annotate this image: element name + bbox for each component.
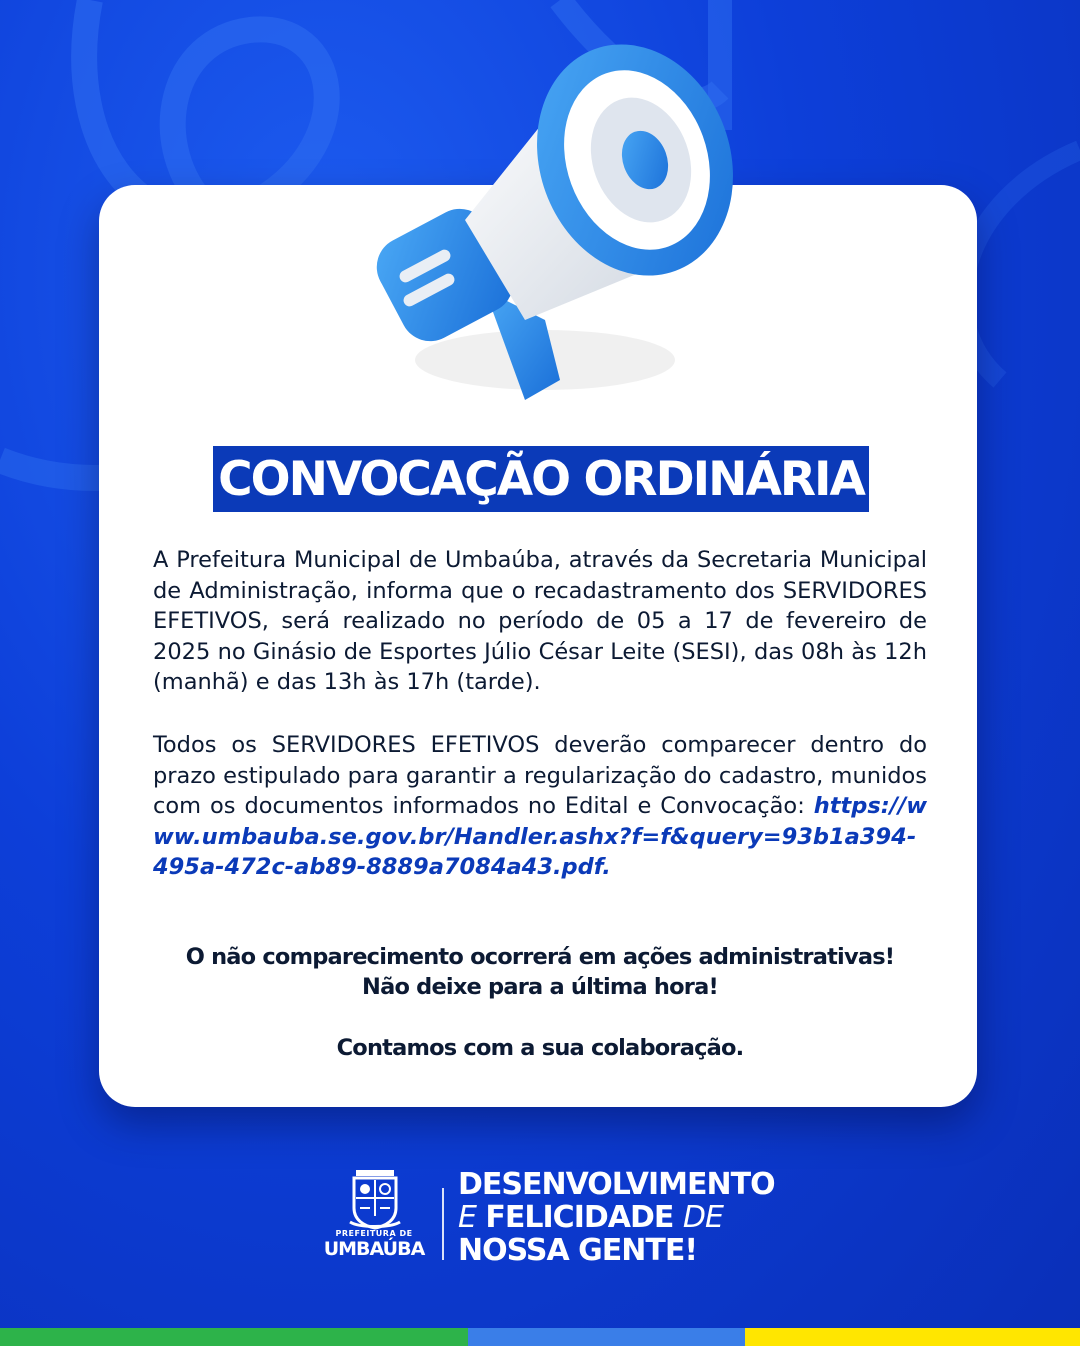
paragraph-recadastramento: A Prefeitura Municipal de Umbaúba, através da Secretaria Municipal de Administração, informa que o recadastramento dos SERVIDORES EFETIVOS, será realizado no período de 05 a 17 de fevereiro de 2025 no Ginásio de Esportes Júlio César Leite (SESI), das 08h às 12h (manhã) e das 13h às 17h (tarde).: [153, 547, 927, 695]
stripe-yellow: [745, 1328, 1080, 1346]
stripe-blue: [468, 1328, 745, 1346]
thanks-text: Contamos com a sua colaboração.: [336, 1035, 744, 1061]
edital-link[interactable]: https://www.umbauba.se.gov.br/Handler.ashx?f=f&query=93b1a394-495a-472c-ab89-8889a7084a43.pdf.: [153, 793, 928, 880]
color-stripes: [0, 1328, 1080, 1346]
slogan-line-3: NOSSA GENTE!: [458, 1233, 698, 1268]
megaphone-icon: [375, 20, 735, 420]
stripe-green: [0, 1328, 468, 1346]
page-title: CONVOCAÇÃO ORDINÁRIA: [218, 451, 864, 507]
warning-line-2: Não deixe para a última hora!: [362, 974, 718, 1000]
footer-branding: [318, 1168, 778, 1268]
prefeitura-label: PREFEITURA DE: [335, 1229, 413, 1238]
paragraph-convocacao-text: Todos os SERVIDORES EFETIVOS deverão comparecer dentro do prazo estipulado para garantir a regularização do cadastro, munidos com os documentos informados no Edital e Convocação:: [153, 732, 927, 819]
slogan-de: DE: [682, 1200, 723, 1235]
footer-divider: [442, 1188, 444, 1260]
title-banner: [213, 446, 869, 512]
slogan: [458, 1168, 775, 1267]
slogan-felicidade: FELICIDADE: [485, 1200, 674, 1235]
paragraph-convocacao: [153, 730, 927, 883]
slogan-e: E: [458, 1200, 476, 1235]
slogan-line-1: DESENVOLVIMENTO: [458, 1167, 775, 1202]
city-name: UMBAÚBA: [323, 1238, 425, 1260]
warning-line-1: O não comparecimento ocorrerá em ações administrativas!: [185, 944, 895, 970]
city-crest-icon: [348, 1168, 402, 1232]
slogan-line-2: [458, 1201, 775, 1234]
warning-text: [140, 942, 940, 1002]
